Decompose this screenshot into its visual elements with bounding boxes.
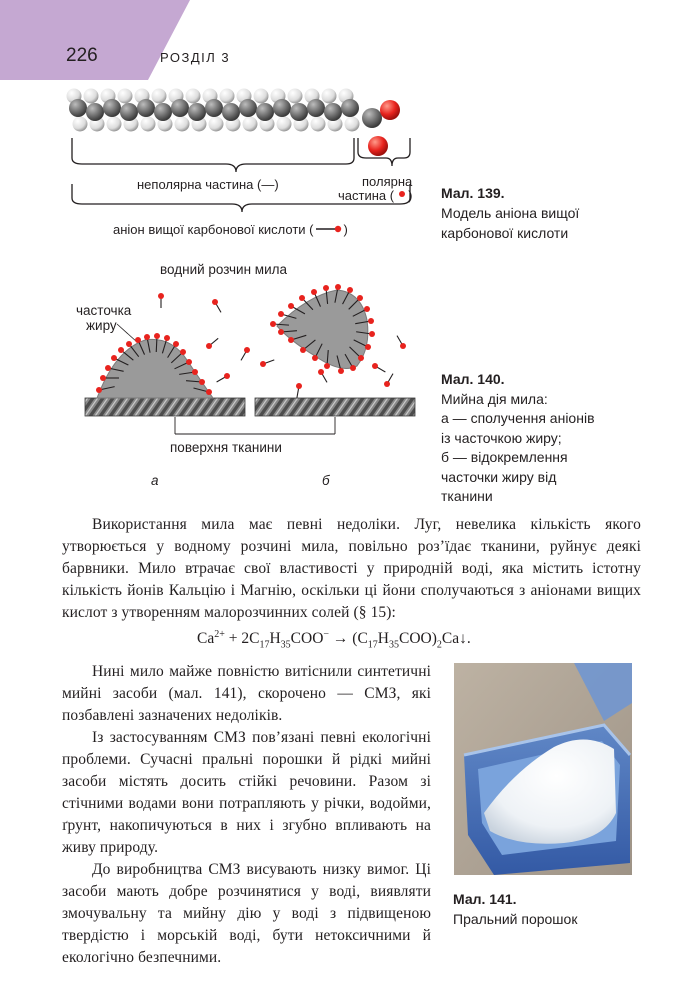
anion-head xyxy=(260,361,266,367)
anion-head xyxy=(369,331,375,337)
anion-head xyxy=(206,343,212,349)
hydrogen-atom xyxy=(73,117,88,132)
anion-head xyxy=(186,359,192,365)
anion-head xyxy=(372,363,378,369)
hydrogen-atom xyxy=(118,89,133,104)
anion-head xyxy=(164,335,170,341)
paragraph-3: Із застосуванням СМЗ пов’язані певні екологічні проблеми. Сучасні пральні порошки й рідкі мийні засоби містять досить стійкі речовини. Разом зі стічними водами вони потрапляють у річки, водойми, ґрунт, накопичуються в них і згубно впливають на живу природу. xyxy=(62,729,431,856)
hydrogen-atom xyxy=(277,117,292,132)
anion-head xyxy=(278,329,284,335)
anion-head xyxy=(158,293,164,299)
carbon-atom xyxy=(154,103,172,121)
hydrogen-atom xyxy=(84,89,99,104)
hydrogen-atom xyxy=(152,89,167,104)
paragraph-4: До виробництва СМЗ висувають низку вимог. Ці засоби мають добре розчинятися у воді, виявляти змочувальну та мийну дію у воді з підвищеною твердістю і морській воді, бути нетоксичними й екологічно безпечними. xyxy=(62,861,431,966)
anion-head xyxy=(400,343,406,349)
anion-icon xyxy=(314,223,344,235)
eq-sub-35b: 35 xyxy=(388,639,399,651)
paragraph-2: Нині мило майже повністю витіснили синтетичні мийні засоби (мал. 141), скорочено — СМЗ, які позбавлені зазначених недоліків. xyxy=(62,663,431,724)
fat-label-leader xyxy=(117,324,137,342)
anion-head xyxy=(323,285,329,291)
anion-head xyxy=(288,303,294,309)
eq-sub-17b: 17 xyxy=(367,639,378,651)
hydrogen-atom xyxy=(254,89,269,104)
figure-139-caption xyxy=(441,183,579,243)
hydrogen-atom xyxy=(141,117,156,132)
anion-head xyxy=(368,318,374,324)
paragraph-1: Використання мила має певні недоліки. Луг, невелика кількість якого утворюється у водному розчині мила, повільно роз’їдає тканини, руйнує деякі барвники. Мило втрачає свої властивості у природній воді, яка містить істотну кількість йонів Кальцію і Магнію, оскільки ці йони сполучаються з аніонами вищих кислот з утворенням малорозчинних солей (§ 15): xyxy=(62,516,641,621)
anion-head xyxy=(338,368,344,374)
carbon-atom xyxy=(69,99,87,117)
anion-head xyxy=(144,334,150,340)
eq-coo2: COO) xyxy=(398,630,437,648)
figure-139-line-2: карбонової кислоти xyxy=(441,225,569,241)
polar-label-line2 xyxy=(338,189,412,202)
anion-head xyxy=(350,365,356,371)
section-label: РОЗДІЛ 3 xyxy=(160,50,231,65)
polar-label-end: ) xyxy=(408,188,413,203)
fat-particle-a xyxy=(97,339,213,398)
anion-head xyxy=(318,369,324,375)
panel-b-label: б xyxy=(322,473,330,488)
fat-particle-label-2: жиру xyxy=(86,318,117,333)
figure-139-line-1: Модель аніона вищої xyxy=(441,205,580,221)
soap-action-diagram xyxy=(75,278,420,438)
carbon-atom xyxy=(171,99,189,117)
figure-140-line-5: часточки жиру від xyxy=(441,468,557,485)
anion-head xyxy=(296,383,302,389)
fabric-strip-b xyxy=(255,398,415,416)
fat-particle-b xyxy=(277,290,368,368)
carbon-atom xyxy=(86,103,104,121)
anion-label-text: аніон вищої карбонової кислоти ( xyxy=(113,222,314,237)
carbon-atom xyxy=(256,103,274,121)
anion-head xyxy=(154,333,160,339)
carbon-atom xyxy=(103,99,121,117)
anion-head xyxy=(364,306,370,312)
eq-sub-2: 2 xyxy=(436,639,442,651)
polar-head-icon xyxy=(394,189,408,201)
oxygen-atom xyxy=(368,136,388,156)
hydrogen-atom xyxy=(311,117,326,132)
hydrogen-atom xyxy=(345,117,360,132)
figure-140-line-6: тканини xyxy=(441,488,493,504)
carbon-atom xyxy=(290,103,308,121)
carbon-atom xyxy=(222,103,240,121)
eq-h: H xyxy=(269,630,281,648)
anion-head xyxy=(126,341,132,347)
eq-ca2: Ca↓. xyxy=(441,630,471,648)
figure-140-caption xyxy=(441,370,595,507)
polar-label-text: частина ( xyxy=(338,188,395,203)
polar-label-line1: полярна xyxy=(362,174,413,189)
hydrogen-atom xyxy=(220,89,235,104)
anion-head xyxy=(278,311,284,317)
figure-140-line-2: а — сполучення аніонів xyxy=(441,410,595,426)
anion-head xyxy=(311,289,317,295)
fabric-strip-a xyxy=(85,398,245,416)
anion-head xyxy=(347,287,353,293)
eq-arrow: → (C xyxy=(329,630,368,648)
anion-label-end: ) xyxy=(343,222,348,237)
hydrogen-atom xyxy=(209,117,224,132)
figure-140-title: Мал. 140. xyxy=(441,371,505,387)
anion-head xyxy=(180,349,186,355)
carbon-atom xyxy=(362,108,382,128)
anion-head xyxy=(299,295,305,301)
hydrogen-atom xyxy=(288,89,303,104)
anion-head xyxy=(270,321,276,327)
anion-head xyxy=(96,387,102,393)
eq-ca: Ca xyxy=(197,630,215,648)
figure-140-line-3: із часточкою жиру; xyxy=(441,429,562,446)
carbon-atom xyxy=(239,99,257,117)
eq-h2: H xyxy=(377,630,389,648)
page-number: 226 xyxy=(66,45,98,66)
carbon-atom xyxy=(188,103,206,121)
hydrogen-atom xyxy=(322,89,337,104)
anion-head xyxy=(244,347,250,353)
hydrogen-atom xyxy=(186,89,201,104)
figure-141-caption xyxy=(453,889,577,929)
nonpolar-brace xyxy=(72,138,354,172)
eq-minus: − xyxy=(323,629,330,640)
anion-head xyxy=(384,381,390,387)
anion-label xyxy=(113,223,348,236)
carbon-atom xyxy=(205,99,223,117)
eq-sub-17: 17 xyxy=(259,639,270,651)
oxygen-atom xyxy=(380,100,400,120)
anion-head xyxy=(324,363,330,369)
anion-head xyxy=(100,375,106,381)
hydrogen-atom xyxy=(175,117,190,132)
anion-head xyxy=(118,347,124,353)
fat-particle-label-1: часточка xyxy=(76,303,132,318)
anion-head xyxy=(312,355,318,361)
anion-head xyxy=(212,299,218,305)
anion-head xyxy=(358,355,364,361)
molecule-atoms xyxy=(67,89,401,157)
figure-140-line-1: Мийна дія мила: xyxy=(441,390,548,407)
corner-decoration xyxy=(0,0,190,80)
anion-head xyxy=(192,369,198,375)
anion-head xyxy=(300,347,306,353)
eq-coo: COO xyxy=(290,630,324,648)
carbon-atom xyxy=(273,99,291,117)
solution-label: водний розчин мила xyxy=(160,262,287,277)
anion-head xyxy=(206,389,212,395)
carbon-atom xyxy=(324,103,342,121)
eq-ca-charge: 2+ xyxy=(214,629,225,640)
eq-sub-35: 35 xyxy=(280,639,291,651)
anion-head xyxy=(173,341,179,347)
anion-head xyxy=(335,284,341,290)
washing-powder-photo xyxy=(454,663,632,875)
carbon-atom xyxy=(307,99,325,117)
anion-head xyxy=(357,295,363,301)
carbon-atom xyxy=(341,99,359,117)
nonpolar-label: неполярна частина (—) xyxy=(137,177,279,192)
fabric-surface-label: поверхня тканини xyxy=(170,440,282,455)
anion-head xyxy=(199,379,205,385)
anion-head xyxy=(135,337,141,343)
figure-141-line: Пральний порошок xyxy=(453,911,578,927)
hydrogen-atom xyxy=(107,117,122,132)
anion-head xyxy=(111,355,117,361)
figure-139-title: Мал. 139. xyxy=(441,185,505,201)
carbon-atom xyxy=(137,99,155,117)
figure-140-line-4: б — відокремлення xyxy=(441,449,568,465)
carbon-atom xyxy=(120,103,138,121)
anion-head xyxy=(365,344,371,350)
anion-head xyxy=(288,337,294,343)
text-column xyxy=(62,661,431,969)
anion-head xyxy=(224,373,230,379)
panel-a-label: а xyxy=(151,473,159,488)
hydrogen-atom xyxy=(243,117,258,132)
chemical-equation xyxy=(197,629,471,650)
eq-plus: + 2C xyxy=(224,630,260,648)
anion-head xyxy=(105,365,111,371)
figure-141-title: Мал. 141. xyxy=(453,891,517,907)
